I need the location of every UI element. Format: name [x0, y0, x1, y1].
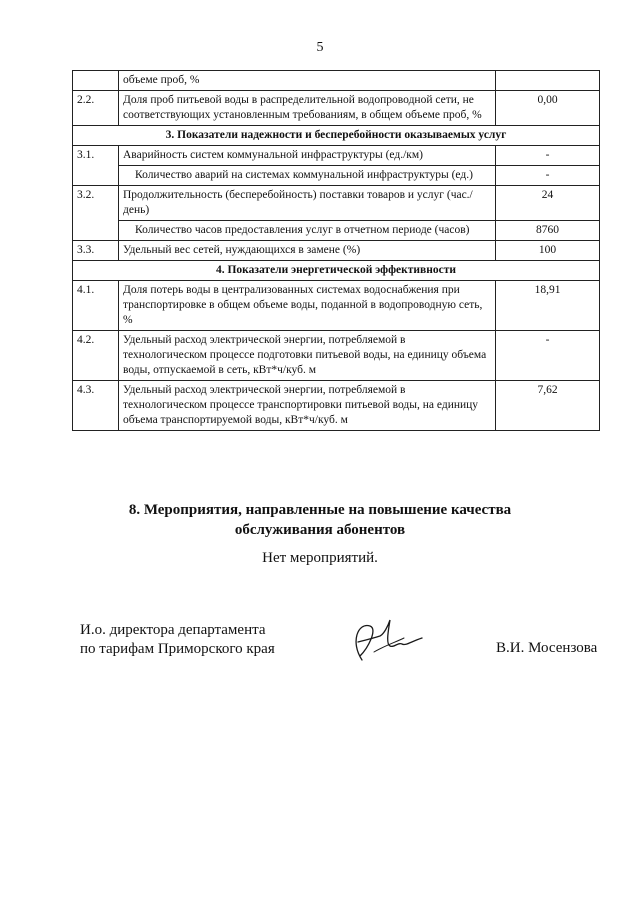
row-description: Продолжительность (бесперебойность) поставки товаров и услуг (час./день)	[119, 186, 496, 221]
page-number: 5	[316, 40, 324, 55]
row-value: 8760	[496, 221, 600, 241]
row-description: Удельный расход электрической энергии, потребляемой в технологическом процессе подготовки питьевой воды, на единицу объема воды, отпускаемой в сеть, кВт*ч/куб. м	[119, 331, 496, 381]
row-number	[73, 71, 119, 91]
section-header-row	[73, 126, 600, 146]
row-value: -	[496, 146, 600, 166]
row-value: 18,91	[496, 281, 600, 331]
row-number: 4.2.	[73, 331, 119, 381]
table-row	[73, 186, 600, 221]
row-number: 2.2.	[73, 91, 119, 126]
signer-title-line: И.о. директора департамента	[80, 622, 266, 638]
indicators-table	[72, 70, 600, 431]
row-value	[496, 71, 600, 91]
section-8-heading-line: обслуживания абонентов	[234, 522, 406, 538]
row-value: 0,00	[496, 91, 600, 126]
row-number: 4.1.	[73, 281, 119, 331]
section-8-text: Нет мероприятий.	[262, 550, 378, 566]
row-description: Доля потерь воды в централизованных системах водоснабжения при транспортировке в общем объеме воды, поданной в водопроводную сеть, %	[119, 281, 496, 331]
table-row	[73, 71, 600, 91]
table-row	[73, 146, 600, 166]
section-8-heading	[0, 500, 640, 540]
row-value: -	[496, 331, 600, 381]
row-value: 24	[496, 186, 600, 221]
row-description: Количество аварий на системах коммунальной инфраструктуры (ед.)	[119, 166, 496, 186]
row-description: Доля проб питьевой воды в распределительной водопроводной сети, не соответствующих установленным требованиям, в общем объеме проб, %	[119, 91, 496, 126]
row-value: 100	[496, 241, 600, 261]
section-header: 4. Показатели энергетической эффективности	[73, 261, 600, 281]
signer-title	[80, 621, 275, 659]
row-description: Удельный вес сетей, нуждающихся в замене (%)	[119, 241, 496, 261]
table-row	[73, 331, 600, 381]
row-number: 3.2.	[73, 186, 119, 241]
row-number: 4.3.	[73, 381, 119, 431]
row-value: 7,62	[496, 381, 600, 431]
row-description: Аварийность систем коммунальной инфраструктуры (ед./км)	[119, 146, 496, 166]
row-description: Количество часов предоставления услуг в отчетном периоде (часов)	[119, 221, 496, 241]
row-number: 3.3.	[73, 241, 119, 261]
section-header-row	[73, 261, 600, 281]
row-value: -	[496, 166, 600, 186]
signer-title-line: по тарифам Приморского края	[80, 641, 275, 657]
handwritten-signature	[344, 612, 424, 672]
table-row	[73, 241, 600, 261]
table-row	[73, 166, 600, 186]
table-row	[73, 281, 600, 331]
signer-name: В.И. Мосензова	[496, 640, 598, 656]
section-8-heading-line: 8. Мероприятия, направленные на повышение качества	[128, 502, 512, 518]
table-row	[73, 221, 600, 241]
table-row	[73, 91, 600, 126]
section-header: 3. Показатели надежности и бесперебойности оказываемых услуг	[73, 126, 600, 146]
row-description: Удельный расход электрической энергии, потребляемой в технологическом процессе транспортировки питьевой воды, на единицу объема транспортируемой воды, кВт*ч/куб. м	[119, 381, 496, 431]
table-row	[73, 381, 600, 431]
row-number: 3.1.	[73, 146, 119, 186]
row-description: объеме проб, %	[119, 71, 496, 91]
